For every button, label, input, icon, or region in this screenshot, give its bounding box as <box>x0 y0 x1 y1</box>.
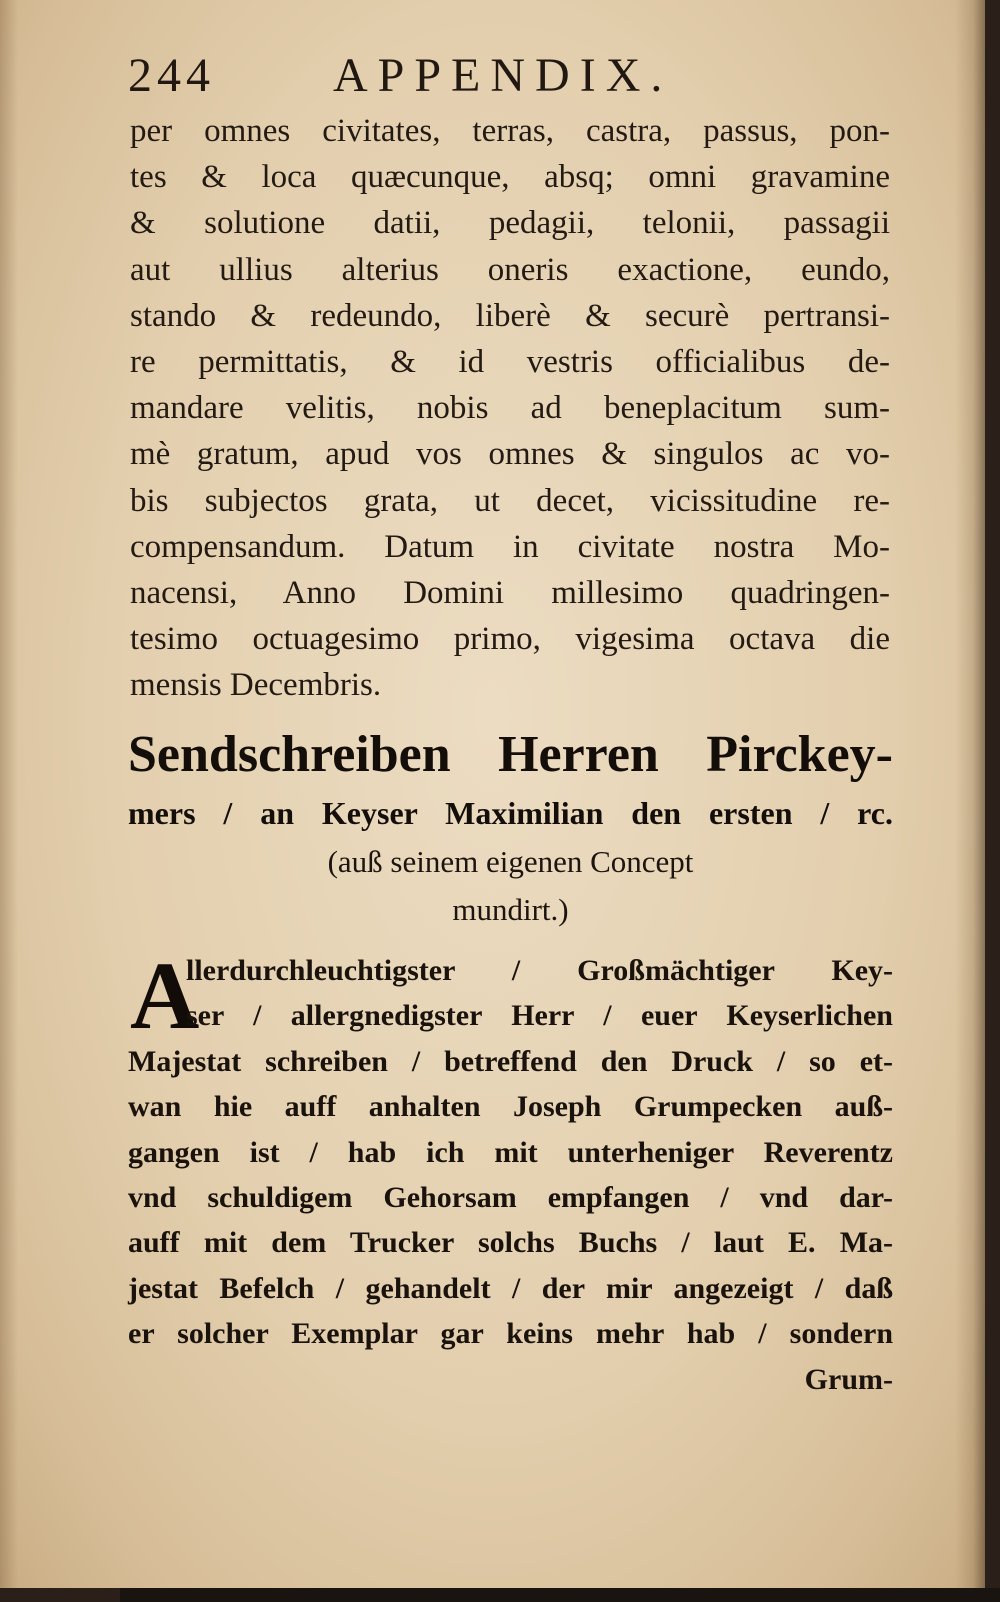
text-line: tesimo octuagesimo primo, vigesima octava die <box>130 621 890 658</box>
text-line: & solutione datii, pedagii, telonii, passagii <box>130 205 890 242</box>
section-heading <box>128 720 893 836</box>
text-line: re permittatis, & id vestris officialibus de- <box>130 344 890 381</box>
text-line: mensis Decembris. <box>130 667 382 704</box>
text-line: tes & loca quæcunque, absq; omni gravamine <box>130 159 890 196</box>
page-left-edge-shading <box>0 0 18 1588</box>
text-line: wan hie auff anhalten Joseph Grumpecken auß- <box>128 1090 893 1124</box>
text-line: jestat Befelch / gehandelt / der mir angezeigt / daß <box>128 1271 893 1305</box>
section-subheading <box>128 838 893 934</box>
text-line: gangen ist / hab ich mit unterheniger Reverentz <box>128 1135 893 1169</box>
text-line: aut ullius alterius oneris exactione, eundo, <box>130 251 890 288</box>
catchword: Grum- <box>804 1362 893 1396</box>
text-line: vnd schuldigem Gehorsam empfangen / vnd dar- <box>128 1181 893 1215</box>
text-line: compensandum. Datum in civitate nostra Mo- <box>130 528 890 565</box>
subheading-line: (auß seinem eigenen Concept <box>327 844 694 879</box>
page-number: 244 <box>128 49 215 102</box>
text-line: per omnes civitates, terras, castra, passus, pon- <box>130 113 890 149</box>
subheading-line: mundirt.) <box>452 892 569 927</box>
text-line: llerdurchleuchtigster / Großmächtiger Key- <box>186 954 893 987</box>
heading-line: mers / an Keyser Maximilian den ersten / rc. <box>128 795 893 831</box>
latin-passage <box>130 108 890 709</box>
text-line: auff mit dem Trucker solchs Buchs / laut E. Ma- <box>128 1226 893 1260</box>
text-line: er solcher Exemplar gar keins mehr hab / sondern <box>128 1317 893 1351</box>
page-bottom-shadow <box>120 1588 1000 1602</box>
text-line: nacensi, Anno Domini millesimo quadringen- <box>130 575 890 612</box>
heading-line: Sendschreiben Herren Pirckey- <box>128 726 893 783</box>
german-letter-body <box>128 942 893 1402</box>
running-title: APPENDIX. <box>333 49 673 102</box>
drop-cap-initial: A <box>130 942 200 1049</box>
text-line: ser / allergnedigster Herr / euer Keyserlichen <box>186 999 893 1033</box>
text-line: Majestat schreiben / betreffend den Druck / so et- <box>128 1044 893 1078</box>
text-line: mandare velitis, nobis ad beneplacitum sum- <box>130 390 890 427</box>
running-header <box>128 48 868 108</box>
text-line: mè gratum, apud vos omnes & singulos ac vo- <box>130 436 890 473</box>
text-line: bis subjectos grata, ut decet, vicissitudine re- <box>130 482 890 519</box>
text-line: stando & redeundo, liberè & securè pertransi- <box>130 297 890 334</box>
page-gutter-shading <box>955 0 985 1588</box>
